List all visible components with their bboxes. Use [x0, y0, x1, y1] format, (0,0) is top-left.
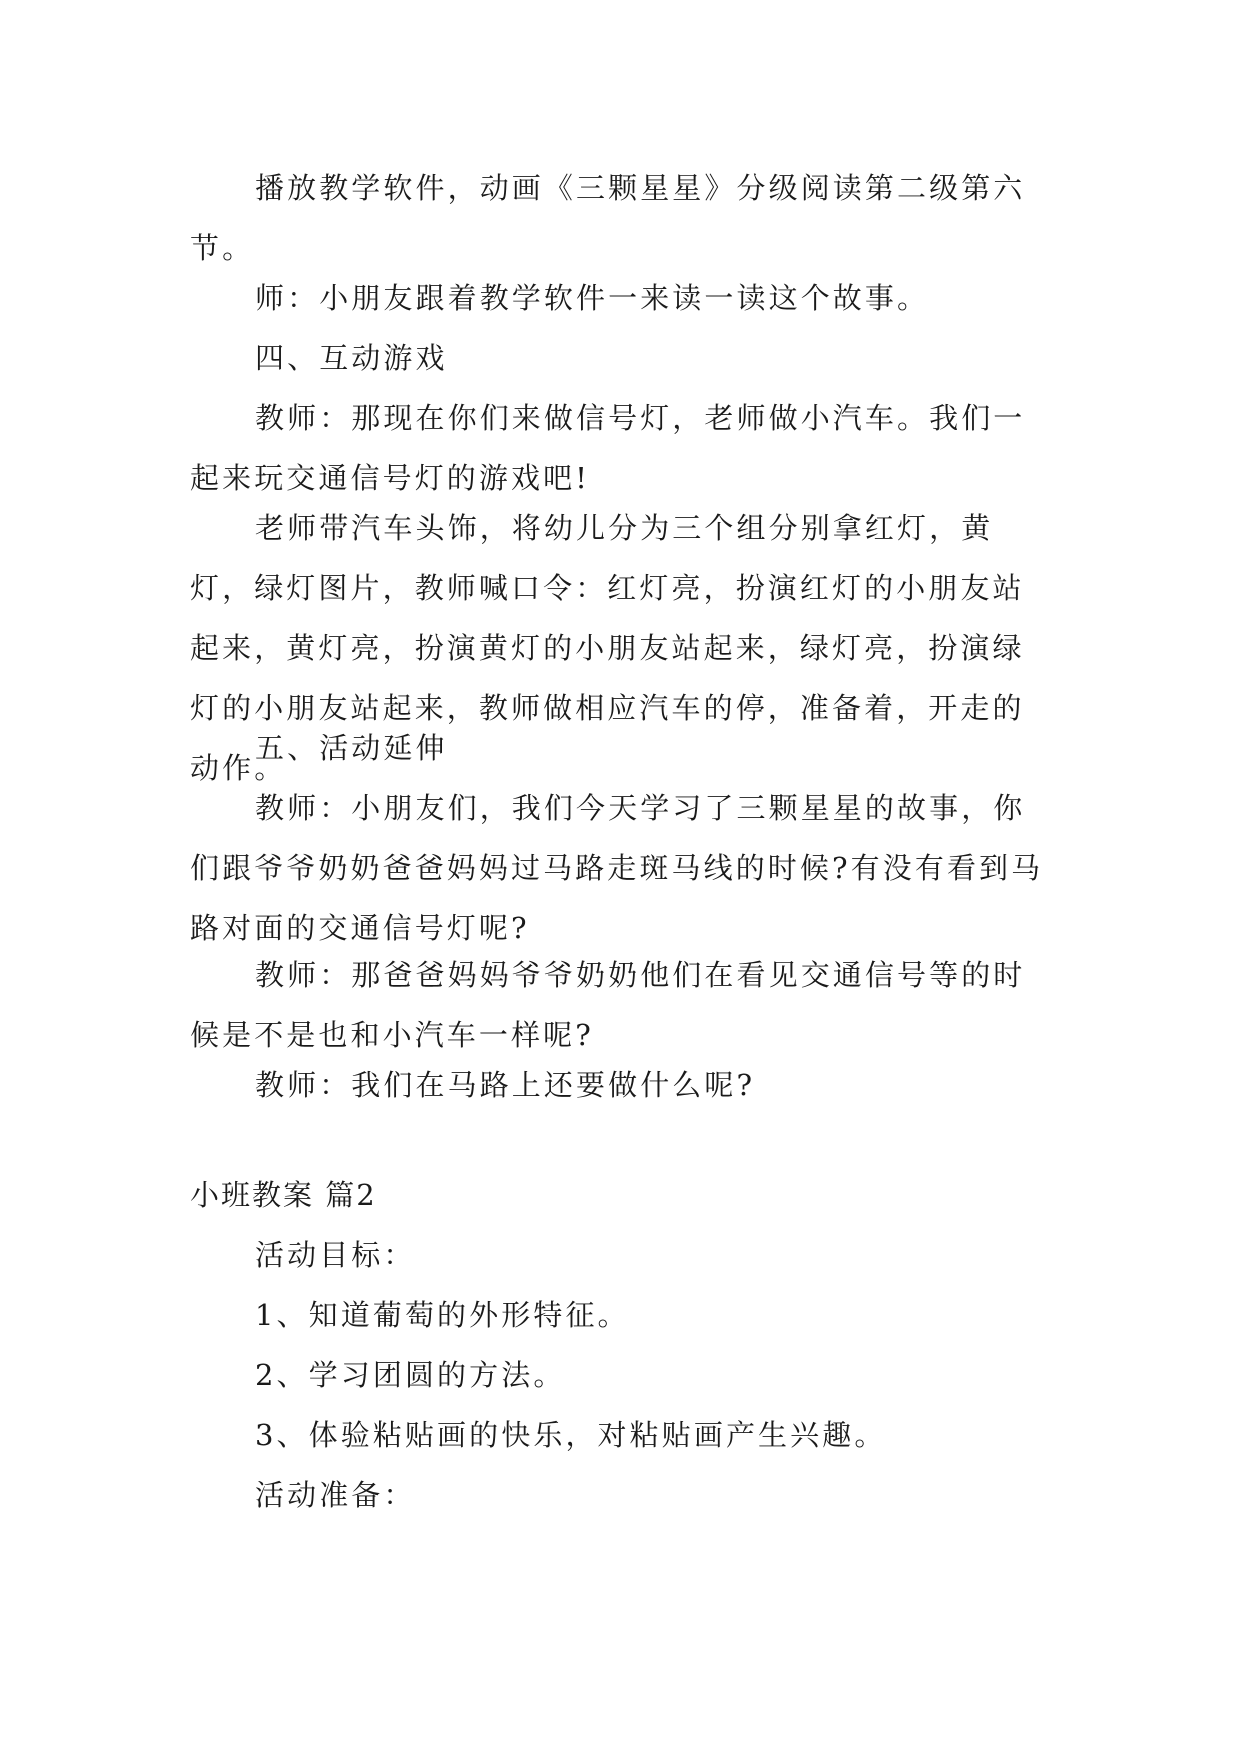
- lesson-plan-title: 小班教案 篇2: [190, 1178, 377, 1212]
- goal-item-3: 3、体验粘贴画的快乐，对粘贴画产生兴趣。: [255, 1418, 887, 1452]
- goal-item-1: 1、知道葡萄的外形特征。: [255, 1298, 630, 1332]
- paragraph-teacher-read-along: 师：小朋友跟着教学软件一来读一读这个故事。: [255, 281, 930, 315]
- paragraph-game-instructions: 老师带汽车头饰，将幼儿分为三个组分别拿红灯，黄灯，绿灯图片，教师喊口令：红灯亮，扮演红灯的小朋友站起来，黄灯亮，扮演黄灯的小朋友站起来，绿灯亮，扮演绿灯的小朋友站起来，教师做相应汽车的停，准备着，开走的动作。: [190, 511, 1025, 785]
- paragraph-signal-light-game: 教师：那现在你们来做信号灯，老师做小汽车。我们一起来玩交通信号灯的游戏吧!: [190, 401, 1026, 495]
- paragraph-extension-question-3: 教师：我们在马路上还要做什么呢?: [255, 1068, 756, 1102]
- paragraph-software-playback: 播放教学软件，动画《三颗星星》分级阅读第二级第六节。: [190, 171, 1026, 265]
- goal-item-2: 2、学习团圆的方法。: [255, 1358, 566, 1392]
- section-heading-activity-extension: 五、活动延伸: [255, 731, 448, 765]
- paragraph-extension-question-2: 教师：那爸爸妈妈爷爷奶奶他们在看见交通信号等的时候是不是也和小汽车一样呢?: [190, 958, 1026, 1052]
- section-heading-interactive-game: 四、互动游戏: [255, 341, 448, 375]
- activity-goals-label: 活动目标：: [255, 1238, 416, 1272]
- activity-preparation-label: 活动准备：: [255, 1478, 416, 1512]
- paragraph-extension-question-1: 教师：小朋友们，我们今天学习了三颗星星的故事，你们跟爷爷奶奶爸爸妈妈过马路走斑马线的时候?有没有看到马路对面的交通信号灯呢?: [190, 791, 1044, 945]
